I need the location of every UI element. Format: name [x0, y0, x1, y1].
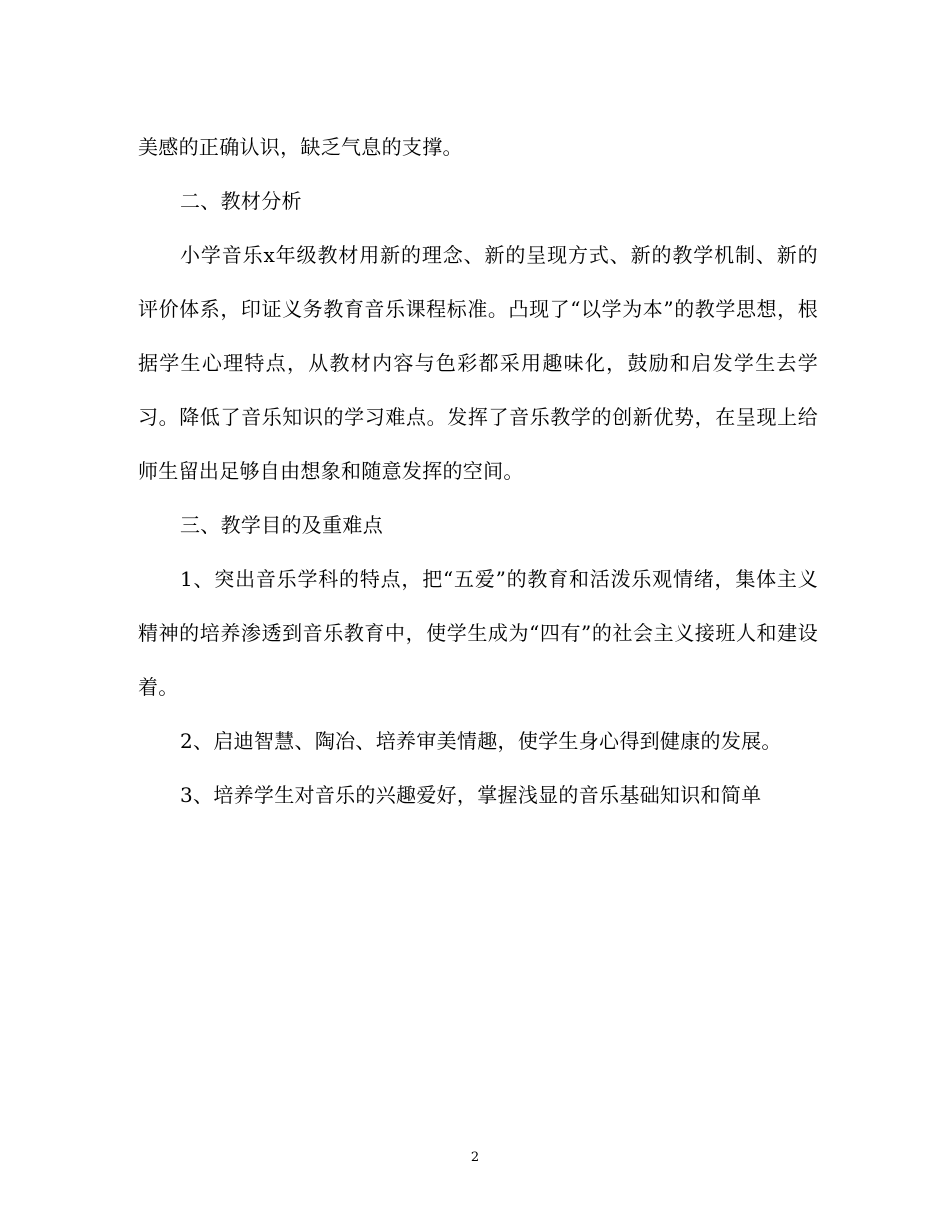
- section-heading-materials: 二、教材分析: [180, 189, 302, 213]
- body-text: [138, 120, 818, 822]
- section-heading-objectives: 三、教学目的及重难点: [180, 513, 383, 537]
- paragraph-continuation: 美感的正确认识，缺乏气息的支撑。: [138, 135, 463, 159]
- page-number: 2: [470, 1150, 480, 1165]
- paragraph-materials-analysis: 小学音乐x年级教材用新的理念、新的呈现方式、新的教学机制、新的评价体系，印证义务教育音乐课程标准。凸现了“以学为本”的教学思想，根据学生心理特点，从教材内容与色彩都采用趣味化，鼓励和启发学生去学习。降低了音乐知识的学习难点。发挥了音乐教学的创新优势，在呈现上给师生留出足够自由想象和随意发挥的空间。: [138, 243, 818, 483]
- paragraph-objective-2: 2、启迪智慧、陶冶、培养审美情趣，使学生身心得到健康的发展。: [180, 729, 782, 753]
- paragraph-objective-1: 1、突出音乐学科的特点，把“五爱”的教育和活泼乐观情绪，集体主义精神的培养渗透到音乐教育中，使学生成为“四有”的社会主义接班人和建设着。: [138, 567, 818, 699]
- paragraph-objective-3: 3、培养学生对音乐的兴趣爱好，掌握浅显的音乐基础知识和简单: [180, 783, 762, 807]
